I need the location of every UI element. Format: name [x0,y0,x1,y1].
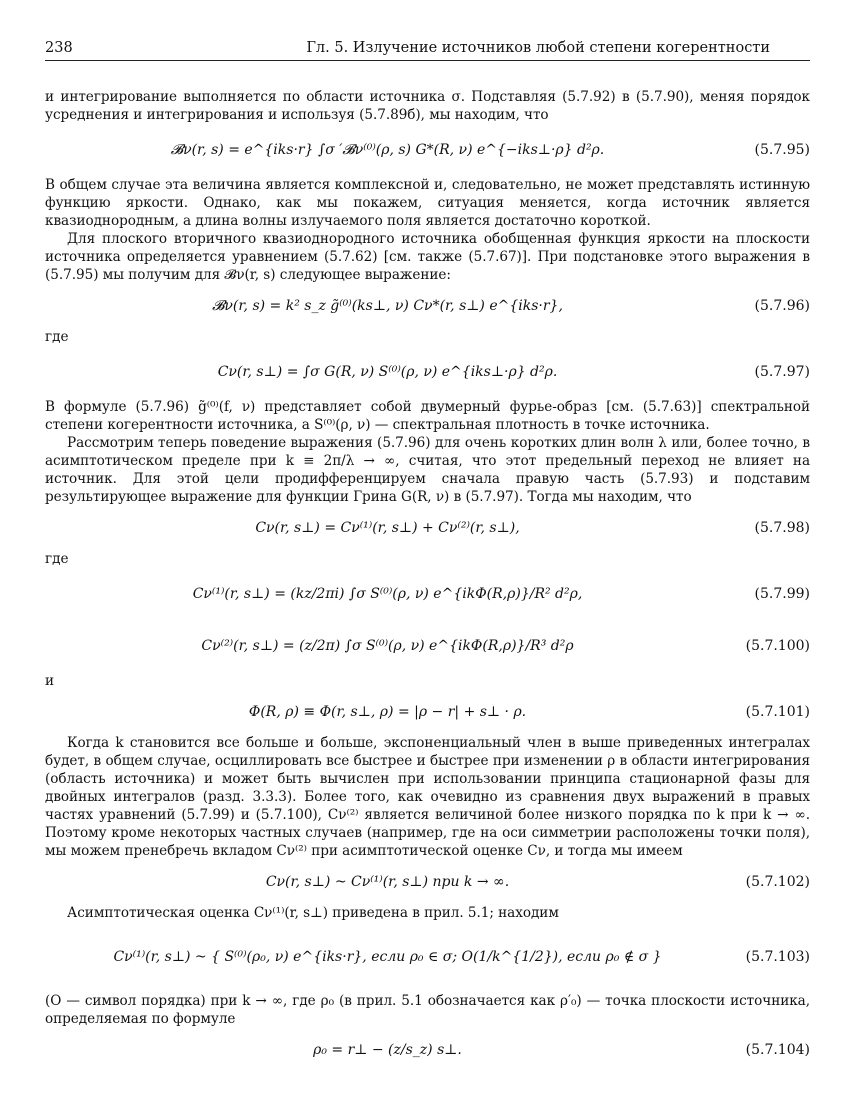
paragraph: Асимптотическая оценка Cν⁽¹⁾(r, s⊥) приведена в прил. 5.1; находим [67,905,559,921]
running-header [45,38,810,61]
display-equation [45,690,810,734]
equation-body: Cν(r, s⊥) = ∫σ G(R, ν) S⁽⁰⁾(ρ, ν) e^{iks⊥·ρ} d²ρ. [217,364,558,380]
connective-word: где [45,329,69,345]
equation-body: Cν(r, s⊥) ~ Cν⁽¹⁾(r, s⊥) при k → ∞. [265,874,510,890]
display-equation [45,506,810,550]
paragraph: Когда k становится все больше и больше, экспоненциальный член в выше приведенных интегралах будет, в общем случае, осциллировать все быстрее и быстрее при изменении ρ в области интегрирования (область источника) и может быть вычислен при использовании принципа стационарной фазы для двойных интегралов (разд. 3.3.3). Более того, как очевидно из сравнения двух выражений в правых частях уравнений (5.7.99) и (5.7.100), Cν⁽²⁾ является величиной более низкого порядка по k при k → ∞. Поэтому кроме некоторых частных случаев (например, где на оси симметрии расположены точки поля), мы можем пренебречь вкладом Cν⁽²⁾ при асимптотической оценке Cν, и тогда мы имеем [45,735,810,859]
equation-number: (5.7.97) [754,364,810,380]
equation-number: (5.7.101) [745,704,810,720]
equation-body: Cν(r, s⊥) = Cν⁽¹⁾(r, s⊥) + Cν⁽²⁾(r, s⊥), [255,520,520,536]
equation-number: (5.7.99) [754,586,810,602]
equation-body: ρ₀ = r⊥ − (z/s_z) s⊥. [313,1042,462,1058]
equation-number: (5.7.103) [745,949,810,965]
connective-word: где [45,551,69,567]
paragraph: Для плоского вторичного квазиоднородного источника обобщенная функция яркости на плоскости источника определяется уравнением (5.7.62) [см. также (5.7.67)]. При подстановке этого выражения в (5.7.95) мы получим для 𝓑ν(r, s) следующее выражение: [45,231,810,283]
equation-number: (5.7.102) [745,874,810,890]
equation-body: Φ(R, ρ) ≡ Φ(r, s⊥, ρ) = |ρ − r| + s⊥ · ρ. [248,704,527,720]
display-equation [45,922,810,992]
equation-body: 𝓑ν(r, s) = k² s_z g̃⁽⁰⁾(ks⊥, ν) Cν*(r, s⊥) e^{iks·r}, [212,298,563,314]
paragraph: (O — символ порядка) при k → ∞, где ρ₀ (в прил. 5.1 обозначается как ρ′₀) — точка плоскости источника, определяемая по формуле [45,993,810,1027]
display-equation [45,620,810,672]
connective-word: и [45,673,55,689]
paragraph: В формуле (5.7.96) g̃⁽⁰⁾(f, ν) представляет собой двумерный фурье-образ [см. (5.7.63)] спектральной степени когерентности источника, а S⁽⁰⁾(ρ, ν) — спектральная плотность в точке источника. [45,399,810,433]
page-body [45,88,810,1072]
paragraph: В общем случае эта величина является комплексной и, следовательно, не может представлять истинную функцию яркости. Однако, как мы покажем, ситуация меняется, когда источник является квазиоднородным, а длина волны излучаемого поля является достаточно короткой. [45,177,810,229]
display-equation [45,284,810,328]
equation-number: (5.7.95) [754,142,810,158]
paragraph: и интегрирование выполняется по области источника σ. Подставляя (5.7.92) в (5.7.90), меняя порядок усреднения и интегрирования и используя (5.7.89б), мы находим, что [45,89,810,123]
running-title: Гл. 5. Излучение источников любой степени когерентности [306,40,770,56]
equation-number: (5.7.98) [754,520,810,536]
equation-body: Cν⁽¹⁾(r, s⊥) = (kz/2πi) ∫σ S⁽⁰⁾(ρ, ν) e^{ikΦ(R,ρ)}/R² d²ρ, [192,586,583,602]
equation-number: (5.7.104) [745,1042,810,1058]
equation-number: (5.7.96) [754,298,810,314]
paragraph: Рассмотрим теперь поведение выражения (5.7.96) для очень коротких длин волн λ или, более точно, в асимптотическом пределе при k ≡ 2π/λ → ∞, считая, что этот предельный переход не влияет на источник. Для этой цели продифференцируем сначала правую часть (5.7.93) и подставим результирующее выражение для функции Грина G(R, ν) в (5.7.97). Тогда мы находим, что [45,435,810,505]
equation-body: Cν⁽¹⁾(r, s⊥) ~ { S⁽⁰⁾(ρ₀, ν) e^{iks·r}, если ρ₀ ∈ σ; O(1/k^{1/2}), если ρ₀ ∉ σ } [113,949,662,965]
equation-body: 𝓑ν(r, s) = e^{iks·r} ∫σ ′𝓑ν⁽⁰⁾(ρ, s) G*(R, ν) e^{−iks⊥·ρ} d²ρ. [170,142,605,158]
display-equation [45,346,810,398]
book-page [45,38,810,1058]
display-equation [45,568,810,620]
display-equation [45,860,810,904]
equation-body: Cν⁽²⁾(r, s⊥) = (z/2π) ∫σ S⁽⁰⁾(ρ, ν) e^{ikΦ(R,ρ)}/R³ d²ρ [201,638,574,654]
display-equation [45,1028,810,1072]
display-equation [45,124,810,176]
equation-number: (5.7.100) [745,638,810,654]
page-number: 238 [45,40,73,56]
